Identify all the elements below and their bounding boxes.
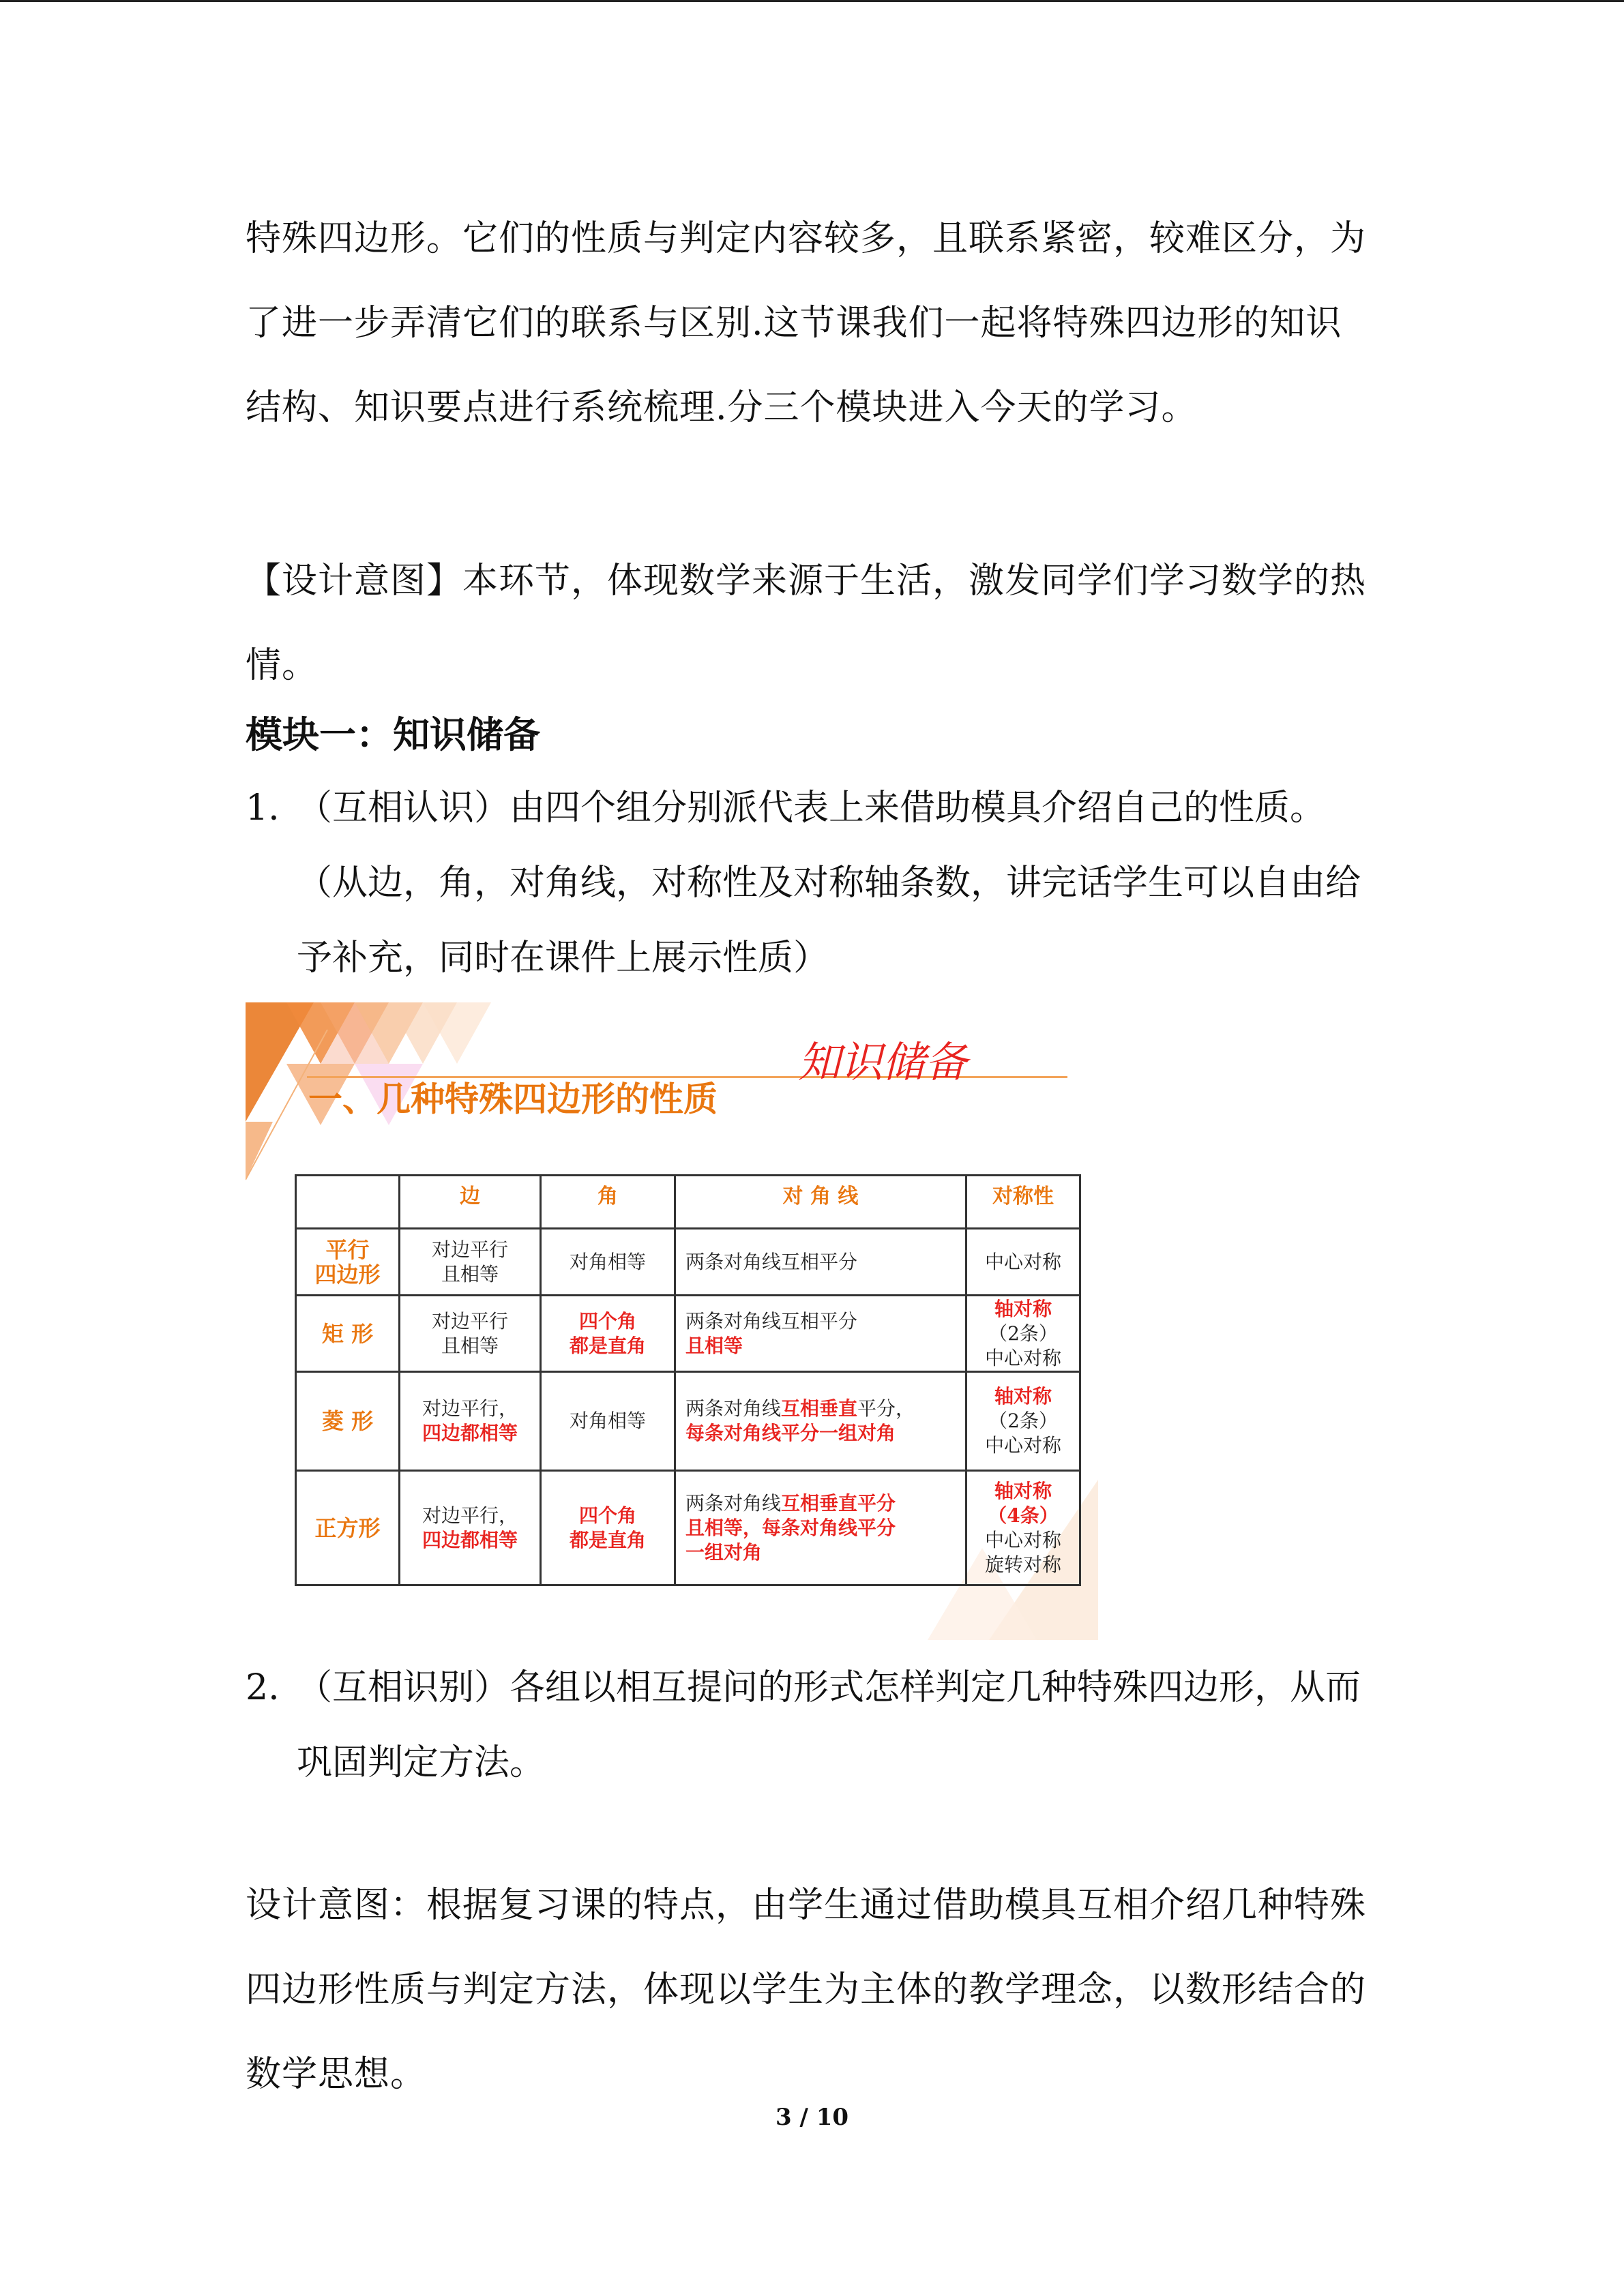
cell-diag xyxy=(675,1229,966,1296)
cell-text: 对角相等 xyxy=(569,1410,646,1432)
slide-title: 知识储备 xyxy=(798,1037,968,1087)
header-cell xyxy=(296,1176,400,1229)
cell-side xyxy=(400,1229,541,1296)
cell-text: 对边平行 xyxy=(431,1238,508,1261)
header-cell: 对称性 xyxy=(966,1176,1080,1229)
cell-angle xyxy=(541,1471,675,1585)
cell-text: 中心对称 xyxy=(984,1346,1061,1369)
header-cell: 角 xyxy=(541,1176,675,1229)
cell-text: 轴对称 xyxy=(994,1385,1052,1407)
cell-text: 四个角 xyxy=(578,1309,636,1332)
row-label xyxy=(296,1296,400,1372)
header-cell: 边 xyxy=(400,1176,541,1229)
cell-text: 两条对角线互相平分 xyxy=(685,1250,858,1273)
cell-text: 中心对称 xyxy=(984,1250,1061,1273)
cell-text: 四边都相等 xyxy=(422,1422,518,1444)
row-label xyxy=(296,1229,400,1296)
list-item xyxy=(246,1650,1378,1800)
properties-table xyxy=(295,1174,1081,1586)
table-row xyxy=(296,1372,1080,1471)
cell-text: 且相等 xyxy=(441,1262,499,1285)
page-number: 3 / 10 xyxy=(775,2104,849,2131)
list-number: 1. xyxy=(246,788,280,829)
cell-text: 两条对角线 xyxy=(685,1491,782,1515)
row-label-line: 矩 形 xyxy=(321,1320,374,1347)
cell-text: 且相等 xyxy=(441,1334,499,1357)
cell-sym xyxy=(966,1229,1080,1296)
cell-diag xyxy=(675,1471,966,1585)
slide-image xyxy=(246,1002,1098,1640)
cell-text: 旋转对称 xyxy=(984,1553,1061,1576)
cell-text: 两条对角线互相平分 xyxy=(685,1309,858,1332)
list-number: 2. xyxy=(246,1667,280,1708)
cell-text: （4条） xyxy=(988,1504,1059,1527)
cell-side xyxy=(400,1372,541,1471)
cell-text: 对边平行， xyxy=(422,1397,518,1420)
cell-text: 两条对角线 xyxy=(685,1397,782,1420)
top-border xyxy=(0,0,1624,2)
module-heading: 模块一：知识储备 xyxy=(246,713,540,756)
cell-side xyxy=(400,1471,541,1585)
cell-angle xyxy=(541,1229,675,1296)
cell-sym xyxy=(966,1296,1080,1372)
cell-diag xyxy=(675,1296,966,1372)
row-label xyxy=(296,1471,400,1585)
cell-text: 一组对角 xyxy=(685,1540,763,1564)
cell-text: 对角相等 xyxy=(569,1250,646,1273)
cell-side xyxy=(400,1296,541,1372)
cell-text: 对边平行 xyxy=(431,1309,508,1332)
cell-sym xyxy=(966,1372,1080,1471)
table-row xyxy=(296,1229,1080,1296)
list-text: （互相识别）各组以相互提问的形式怎样判定几种特殊四边形，从而巩固判定方法。 xyxy=(297,1667,1361,1783)
table-row xyxy=(296,1296,1080,1372)
cell-text: 且相等 xyxy=(685,1334,743,1357)
header-cell: 对 角 线 xyxy=(675,1176,966,1229)
cell-diag xyxy=(675,1372,966,1471)
row-label-line: 菱 形 xyxy=(321,1408,374,1434)
cell-text: 轴对称 xyxy=(994,1479,1052,1502)
cell-angle xyxy=(541,1372,675,1471)
cell-text: （2条） xyxy=(988,1410,1058,1432)
cell-text: 互相垂直平分 xyxy=(781,1491,896,1515)
row-label-line: 平行 xyxy=(325,1236,370,1263)
design-intent-paragraph: 设计意图：根据复习课的特点，由学生通过借助模具互相介绍几种特殊四边形性质与判定方法，体现以学生为主体的教学理念，以数形结合的数学思想。 xyxy=(246,1885,1367,2095)
intro-paragraph: 特殊四边形。它们的性质与判定内容较多，且联系紧密，较难区分，为了进一步弄清它们的联系与区别.这节课我们一起将特殊四边形的知识结构、知识要点进行系统梳理.分三个模块进入今天的学习。 xyxy=(246,218,1367,428)
cell-text: 中心对称 xyxy=(984,1528,1061,1551)
table-row xyxy=(296,1471,1080,1585)
cell-text: 都是直角 xyxy=(569,1334,646,1357)
cell-sym xyxy=(966,1471,1080,1585)
row-label-line: 四边形 xyxy=(314,1261,381,1287)
table-header-row xyxy=(296,1176,1080,1229)
cell-text: 都是直角 xyxy=(569,1528,646,1551)
row-label-line: 正方形 xyxy=(314,1515,381,1541)
slide-subtitle: 一、几种特殊四边形的性质 xyxy=(308,1079,718,1119)
list-item xyxy=(246,771,1378,996)
cell-text: 四个角 xyxy=(578,1504,636,1527)
cell-text: （2条） xyxy=(988,1322,1058,1345)
cell-text: 且相等，每条对角线平分 xyxy=(685,1516,896,1539)
cell-text: 四边都相等 xyxy=(422,1528,518,1551)
cell-text: 每条对角线平分一组对角 xyxy=(685,1422,896,1444)
cell-text: 轴对称 xyxy=(994,1297,1052,1320)
cell-text: 平分， xyxy=(857,1397,915,1420)
row-label xyxy=(296,1372,400,1471)
design-intent-paragraph: 【设计意图】本环节，体现数学来源于生活，激发同学们学习数学的热情。 xyxy=(246,561,1367,686)
list-text: （互相认识）由四个组分别派代表上来借助模具介绍自己的性质。（从边，角，对角线，对称性及对称轴条数，讲完话学生可以自由给予补充，同时在课件上展示性质） xyxy=(297,788,1361,979)
cell-text: 中心对称 xyxy=(984,1434,1061,1457)
cell-text: 互相垂直 xyxy=(781,1397,858,1420)
cell-text: 对边平行， xyxy=(422,1504,518,1527)
cell-angle xyxy=(541,1296,675,1372)
